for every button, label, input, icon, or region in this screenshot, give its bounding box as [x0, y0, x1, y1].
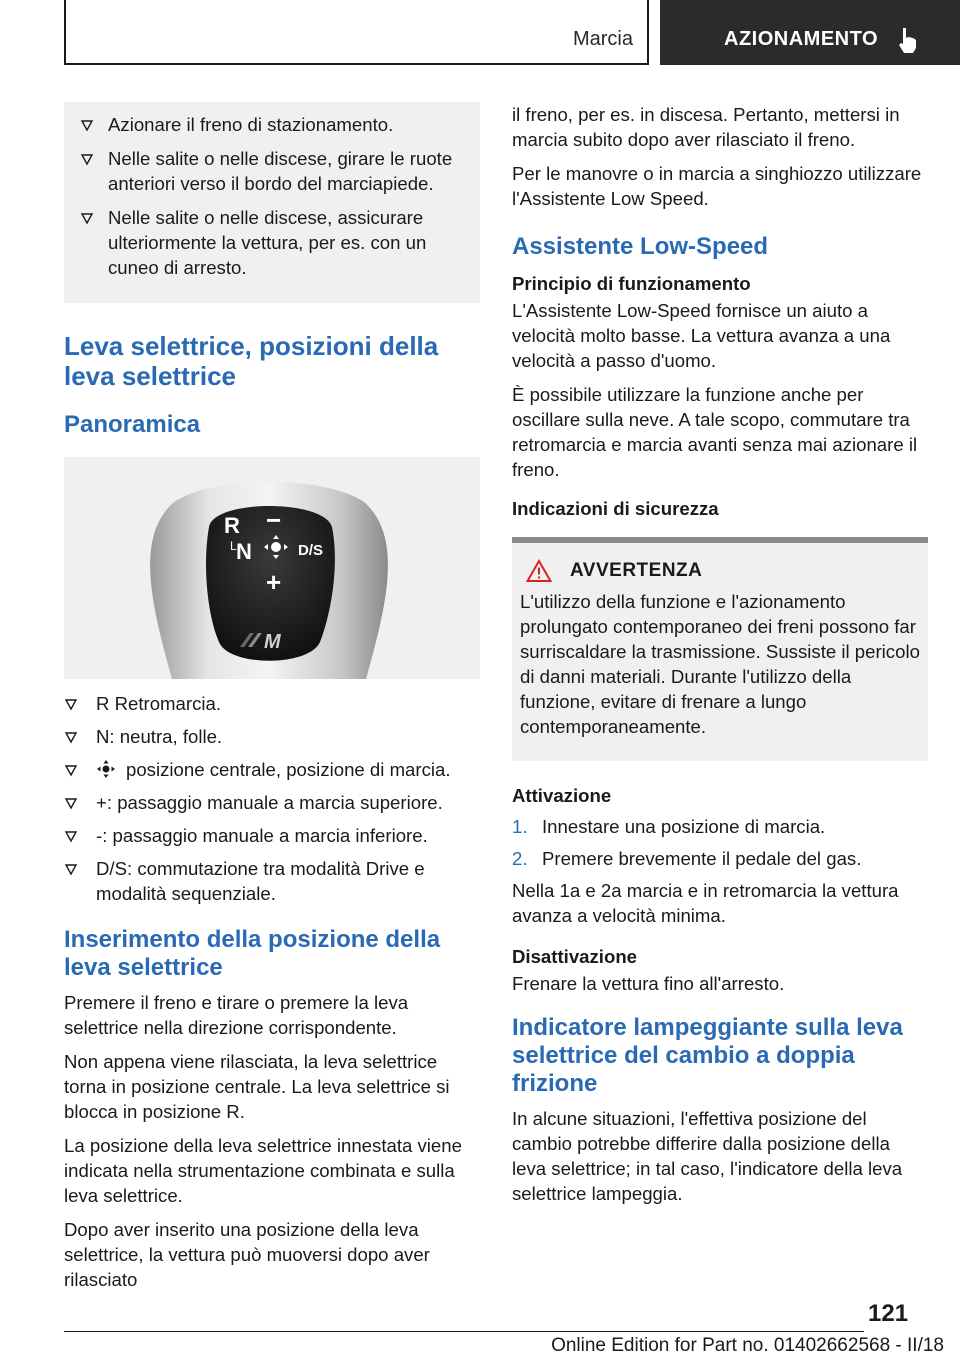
list-item: posizione centrale, posizione di marcia.: [64, 757, 480, 782]
list-item: Azionare il freno di stazionamento.: [80, 112, 464, 137]
hand-pointer-icon: [896, 26, 920, 54]
heading-overview: Panoramica: [64, 411, 201, 438]
triangle-bullet-icon: [64, 727, 78, 745]
page-number: 121: [868, 1300, 909, 1327]
warning-title-row: [526, 559, 920, 583]
figure-label-r: R: [224, 513, 240, 538]
list-item: Nelle salite o nelle discese, girare le ruote anteriori verso il bordo del marciapiede.: [80, 146, 464, 196]
list-item: +: passaggio manuale a marcia superiore.: [64, 790, 480, 815]
heading-low-speed-assistant: Assistente Low-Speed: [512, 233, 769, 260]
paragraph: il freno, per es. in discesa. Pertanto, mettersi in marcia subito dopo aver rilasciato il freno.: [512, 104, 900, 150]
triangle-bullet-icon: [80, 149, 94, 167]
figure-label-ds: D/S: [298, 542, 324, 559]
footer-divider: [64, 1331, 864, 1332]
figure-label-brand: M: [264, 631, 281, 653]
figure-label-minus: −: [266, 505, 282, 535]
list-item: Nelle salite o nelle discese, assicurare ulteriormente la vettura, per es. con un cuneo di arresto.: [80, 205, 464, 280]
right-column: [512, 102, 928, 1215]
triangle-bullet-icon: [80, 208, 94, 226]
figure-label-n: N: [236, 539, 252, 564]
warning-triangle-icon: [526, 559, 552, 583]
heading-engage-position: Inserimento della posizione della leva selettrice: [64, 926, 441, 981]
list-item: R Retromarcia.: [64, 691, 480, 716]
figure-label-l: L: [230, 539, 237, 553]
paragraph: Non appena viene rilasciata, la leva selettrice torna in posizione centrale. La leva selettrice si blocca in posizione R.: [64, 1051, 450, 1122]
paragraph: In alcune situazioni, l'effettiva posizione del cambio potrebbe differire dalla posizione della leva selettrice; in tal caso, l'indicatore della leva selettrice lampeggia.: [512, 1108, 903, 1204]
paragraph: È possibile utilizzare la funzione anche per oscillare sulla neve. A tale scopo, commutare tra retromarcia e marcia avanti senza mai azionare il freno.: [512, 384, 918, 480]
list-item: 1. Innestare una posizione di marcia.: [512, 816, 826, 837]
subheading-deactivation: Disattivazione: [512, 946, 638, 967]
heading-selector-lever: Leva selettrice, posizioni della leva selettrice: [64, 331, 439, 391]
triangle-bullet-icon: [64, 694, 78, 712]
list-item: N: neutra, folle.: [64, 724, 480, 749]
paragraph: L'Assistente Low-Speed fornisce un aiuto a velocità molto basse. La vettura avanza a una velocità a passo d'uomo.: [512, 300, 891, 371]
triangle-bullet-icon: [64, 793, 78, 811]
triangle-bullet-icon: [64, 859, 78, 877]
list-item: -: passaggio manuale a marcia inferiore.: [64, 823, 480, 848]
paragraph: Frenare la vettura fino all'arresto.: [512, 973, 785, 994]
triangle-bullet-icon: [64, 760, 78, 778]
header-chapter-title: AZIONAMENTO: [724, 28, 879, 50]
warning-box: [512, 537, 928, 761]
paragraph: Per le manovre o in marcia a singhiozzo utilizzare l'Assistente Low Speed.: [512, 163, 922, 209]
left-column: [64, 102, 480, 1301]
header-section-box: [64, 0, 649, 65]
paragraph: Nella 1a e 2a marcia e in retromarcia la vettura avanza a velocità minima.: [512, 880, 899, 926]
warning-text: L'utilizzo della funzione e l'azionamento prolungato contemporaneo dei freni possono far surriscaldare la trasmissione. Sussiste il pericolo di danni materiali. Durante l'utilizzo della funzione, evitare di frenare a lungo contemporaneamente.: [520, 591, 920, 737]
paragraph: La posizione della leva selettrice innestata viene indicata nella strumentazione combinata e sulla leva selettrice.: [64, 1135, 462, 1206]
figure-label-plus: +: [266, 567, 282, 597]
triangle-bullet-icon: [64, 826, 78, 844]
heading-flashing-indicator: Indicatore lampeggiante sulla leva selettrice del cambio a doppia frizione: [512, 1014, 903, 1097]
gear-selector-figure: [64, 457, 480, 679]
warning-title: AVVERTENZA: [570, 560, 703, 581]
footer-edition: Online Edition for Part no. 01402662568 - II/18: [551, 1335, 944, 1356]
subheading-safety: Indicazioni di sicurezza: [512, 498, 719, 519]
activation-steps: [512, 814, 928, 871]
list-item: 2. Premere brevemente il pedale del gas.: [512, 848, 862, 869]
paragraph: Dopo aver inserito una posizione della leva selettrice, la vettura può muoversi dopo aver rilasciato: [64, 1219, 430, 1290]
triangle-bullet-icon: [80, 115, 94, 133]
header-section-title: Marcia: [572, 28, 633, 50]
subheading-principle: Principio di funzionamento: [512, 273, 751, 294]
list-item: D/S: commutazione tra modalità Drive e modalità sequenziale.: [64, 856, 480, 906]
gear-positions-list: [64, 691, 480, 906]
paragraph: Premere il freno e tirare o premere la leva selettrice nella direzione corrispondente.: [64, 992, 409, 1038]
parking-tips-box: [64, 102, 480, 303]
header-chapter-box: [660, 0, 960, 65]
center-position-icon: [96, 759, 116, 779]
gear-selector-illustration: [64, 457, 480, 679]
subheading-activation: Attivazione: [512, 785, 612, 806]
